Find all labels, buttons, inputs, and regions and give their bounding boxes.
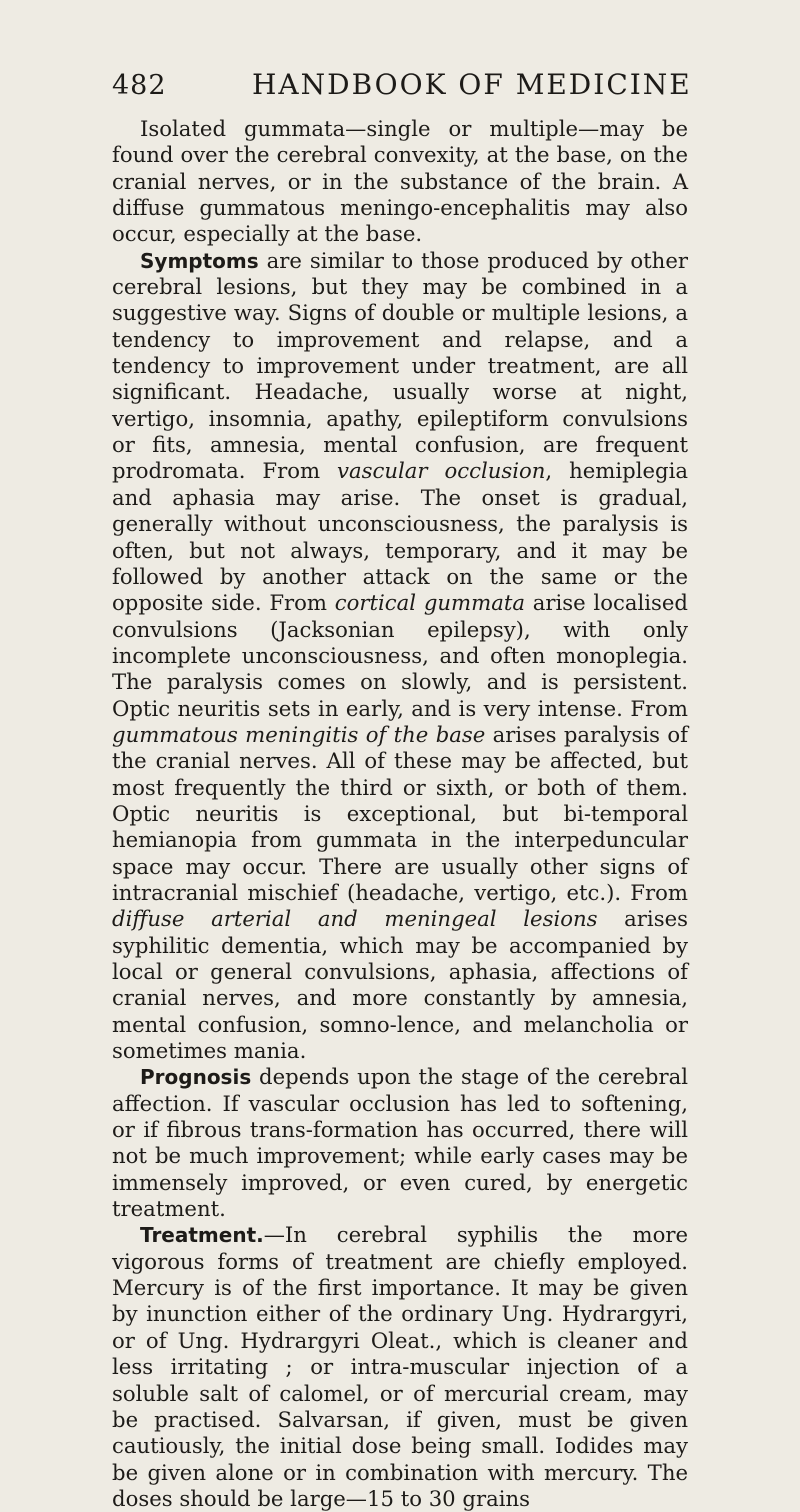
paragraph-gummata xyxy=(112,116,688,248)
text-run: arises syphilitic dementia, which may be accompanied by local or general convulsions, aphasia, affections of cranial nerves, and more constantly by amnesia, mental confusion, somno-lence, and melancholia or sometimes mania. xyxy=(112,906,688,1064)
text-run: arises paralysis of the cranial nerves. All of these may be affected, but most frequently the third or sixth, or both of them. Optic neuritis is exceptional, but bi-temporal hemianopia from gummata in the interpeduncular space may occur. There are usually other signs of intracranial mischief (headache, vertigo, etc.). From xyxy=(112,721,688,905)
section-heading-symptoms: Symptoms xyxy=(140,248,259,273)
text-run: Isolated gummata—single or multiple—may be found over the cerebral convexity, at the base, on the cranial nerves, or in the substance of the brain. A diffuse gummatous meningo-encephalitis may also occur, especially at the base. xyxy=(112,116,688,247)
page-number: 482 xyxy=(112,70,167,101)
paragraph-treatment xyxy=(112,1222,688,1512)
paragraph-prognosis xyxy=(112,1064,688,1222)
paragraph-symptoms xyxy=(112,248,688,1065)
section-heading-prognosis: Prognosis xyxy=(140,1065,252,1090)
text-run: are similar to those produced by other cerebral lesions, but they may be combined in a suggestive way. Signs of double or multiple lesions, a tendency to improvement and relapse, and a tendency to improvement under treatment, are all significant. Headache, usually worse at night, vertigo, insomnia, apathy, epileptiform convulsions or fits, amnesia, mental confusion, are frequent prodromata. From xyxy=(112,247,688,484)
page-body xyxy=(112,116,688,1512)
running-title: HANDBOOK OF MEDICINE xyxy=(252,68,692,101)
page-header xyxy=(112,68,692,108)
text-run: , hemiplegia and aphasia may arise. The onset is gradual, generally without unconsciousness, the paralysis is often, but not always, temporary, and it may be followed by another attack on the same or the opposite side. From xyxy=(112,458,688,616)
section-heading-treatment: Treatment. xyxy=(140,1223,264,1248)
italic-run: cortical gummata xyxy=(334,590,525,616)
text-run: —In cerebral syphilis the more vigorous forms of treatment are chiefly employed. Mercury is of the first importance. It may be given by inunction either of the ordinary Ung. Hydrargyri, or of Ung. Hydrargyri Oleat., which is cleaner and less irritating ; or intra-muscular injection of a soluble salt of calomel, or of mercurial cream, may be practised. Salvarsan, if given, must be given cautiously, the initial dose being small. Iodides may be given alone or in combination with mercury. The doses should be large—15 to 30 grains xyxy=(112,1222,688,1511)
text-run: arise localised convulsions (Jacksonian epilepsy), with only incomplete unconsciousness, and often monoplegia. The paralysis comes on slowly, and is persistent. Optic neuritis sets in early, and is very intense. From xyxy=(112,590,688,721)
italic-run: gummatous meningitis of the base xyxy=(112,721,486,747)
italic-run: vascular occlusion xyxy=(337,458,546,484)
text-run: depends upon the stage of the cerebral affection. If vascular occlusion has led to softening, or if fibrous trans-formation has occurred, there will not be much improvement; while early cases may be immensely improved, or even cured, by energetic treatment. xyxy=(112,1064,688,1222)
italic-run: diffuse arterial and meningeal lesions xyxy=(112,906,598,932)
